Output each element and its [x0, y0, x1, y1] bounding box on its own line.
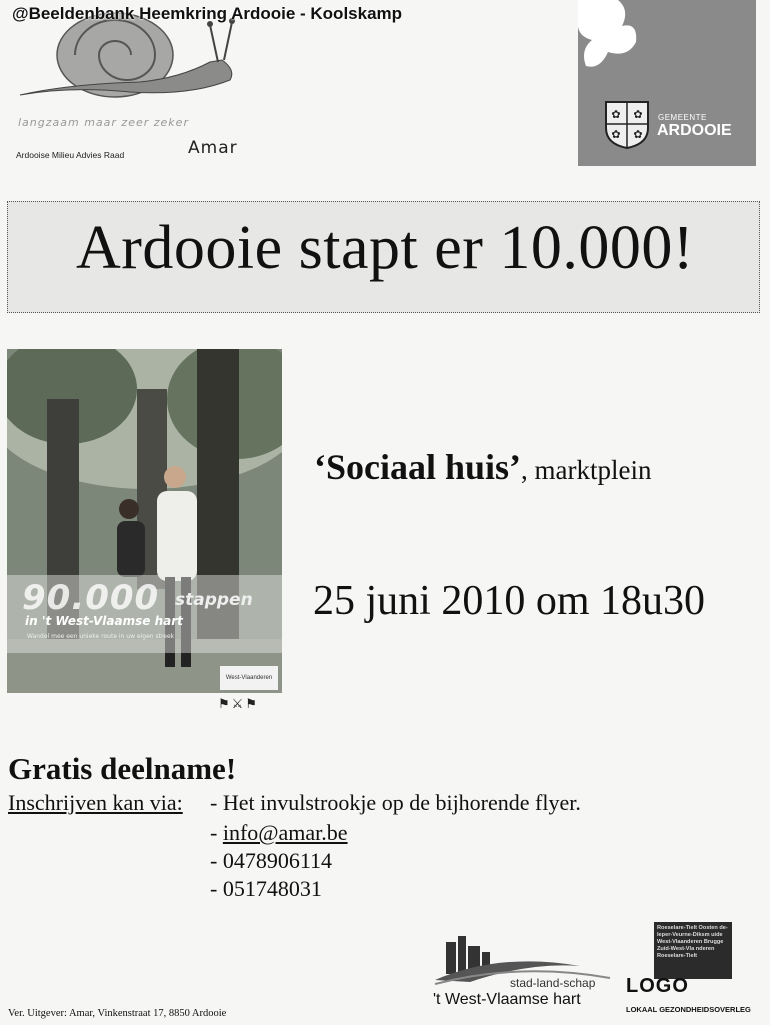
stad-land-schap-label: stad-land-schap — [510, 976, 596, 990]
pictogram-icons: ⚑⚔⚑ — [218, 696, 259, 711]
publisher-line: Ver. Uitgever: Amar, Vinkenstraat 17, 8850 Ardooie — [8, 1008, 227, 1019]
page-title: Ardooie stapt er 10.000! — [75, 214, 695, 282]
event-location — [314, 446, 652, 488]
svg-text:✿: ✿ — [611, 129, 621, 141]
event-date: 25 juni 2010 om 18u30 — [313, 578, 706, 624]
gemeente-label: GEMEENTE — [658, 113, 707, 122]
svg-text:✿: ✿ — [633, 109, 643, 121]
location-rest: , marktplein — [521, 455, 652, 485]
flower-icon — [578, 0, 756, 100]
logo-wordmark: LOGO — [626, 975, 689, 997]
watermark-text: @Beeldenbank Heemkring Ardooie - Koolskamp — [12, 4, 403, 23]
snail-name: Amar — [188, 138, 238, 158]
option-dash: - — [210, 848, 223, 873]
event-photo — [7, 349, 282, 693]
registration-option-phone-2 — [210, 876, 322, 902]
email-link[interactable]: info@amar.be — [222, 820, 348, 845]
svg-text:✿: ✿ — [633, 129, 643, 141]
registration-option-email — [210, 820, 348, 846]
gemeente-logo — [578, 0, 756, 166]
option-text: Het invulstrookje op de bijhorende flyer. — [222, 790, 581, 815]
ardooie-label: ARDOOIE — [657, 122, 732, 139]
west-vlaanderen-logo: West-Vlaanderen — [220, 666, 278, 690]
option-dash: - — [210, 876, 223, 901]
option-dash: - — [210, 820, 223, 845]
logo-regions-box: Roeselare-Tielt Oosten de-Ieper-Veurne-Diksm uide West-Vlaanderen Brugge Zuid-West-Vla nderen Roeselare-Tielt — [654, 922, 732, 979]
logo-subtitle: LOKAAL GEZONDHEIDSOVERLEG — [626, 1005, 751, 1014]
photo-subtitle: in 't West-Vlaamse hart — [25, 614, 183, 628]
option-dash: - — [210, 790, 223, 815]
option-text: 051748031 — [222, 876, 322, 901]
registration-option-flyer — [210, 790, 581, 816]
svg-text:✿: ✿ — [611, 109, 621, 121]
west-vlaamse-hart-label: 't West-Vlaamse hart — [433, 991, 581, 1008]
registration-option-phone-1 — [210, 848, 332, 874]
photo-steps-number: 90.000 — [22, 578, 160, 618]
photo-steps-word: stappen — [175, 590, 253, 610]
option-text: 0478906114 — [222, 848, 333, 873]
snail-tagline: langzaam maar zeer zeker — [18, 116, 189, 129]
coat-of-arms-icon — [604, 100, 650, 150]
registration-label: Inschrijven kan via: — [8, 790, 183, 815]
free-participation-headline: Gratis deelname! — [8, 751, 237, 786]
stad-land-schap-logo — [430, 932, 620, 1016]
location-place: ‘Sociaal huis’ — [314, 447, 522, 487]
snail-organization: Ardooise Milieu Advies Raad — [16, 150, 125, 160]
photo-small-text: Wandel mee een unieke route in uw eigen streek — [27, 633, 175, 640]
